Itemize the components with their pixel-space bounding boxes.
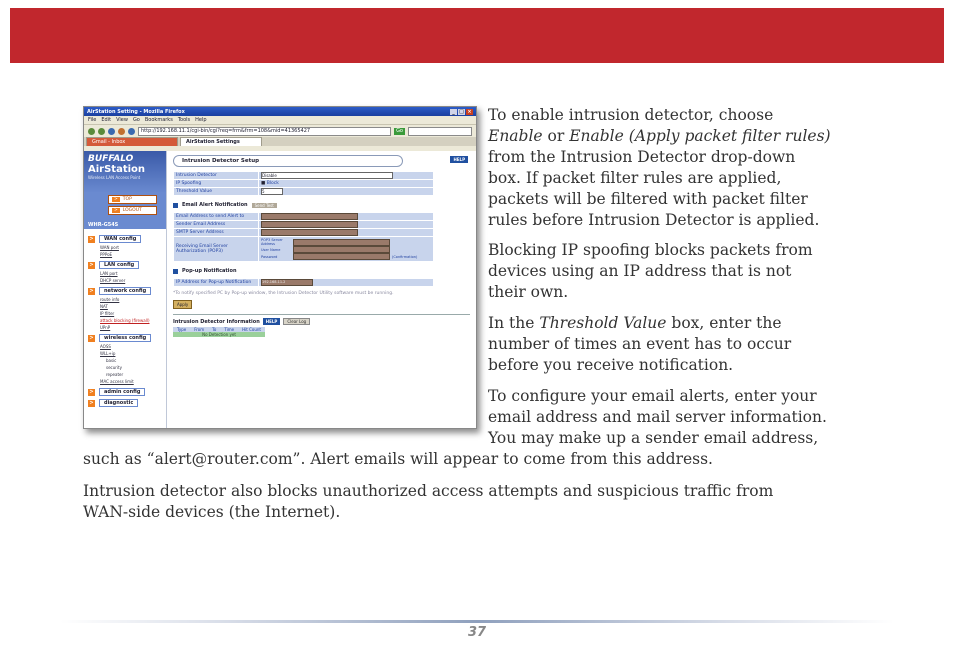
browser-viewport [84, 151, 476, 428]
text-line: Intrusion detector also blocks unauthorized access attempts and suspicious traffic from [83, 482, 774, 500]
address-bar[interactable]: http://192.168.11.1/cgi-bin/cgi?req=frm&frm=108&mid=41365427 [138, 127, 391, 136]
browser-menubar [84, 116, 476, 125]
menu-help[interactable]: Help [195, 117, 207, 123]
paragraph-threshold [488, 313, 791, 376]
text-line: You may make up a sender email address, [488, 429, 819, 447]
checkbox-icon[interactable] [173, 269, 178, 274]
form-label: IP Address for Pop-up Notification [174, 279, 259, 287]
form-label: Email Address to send Alert to [174, 213, 259, 221]
router-main [167, 151, 476, 428]
form-row [174, 180, 434, 188]
text-line: number of times an event has to occur [488, 335, 792, 353]
tab-airstation[interactable]: AirStation Settings [180, 137, 262, 146]
browser-title: AirStation Setting - Mozilla Firefox [87, 108, 185, 115]
nav-item[interactable]: UPnP [100, 325, 111, 330]
reload-icon[interactable] [108, 128, 115, 135]
browser-tabbar [84, 137, 476, 146]
popup-note: *To notify specified PC by Pop-up window, the Intrusion Detector Utility software must be running. [173, 291, 394, 296]
text-line: WAN-side devices (the Internet). [83, 503, 341, 521]
maximize-icon[interactable]: □ [459, 108, 464, 115]
page-number: 37 [467, 625, 487, 640]
header-bar [10, 8, 944, 63]
text-line: or [547, 127, 565, 145]
nav-item[interactable]: security [106, 365, 122, 370]
form-label: IP Spoofing [174, 180, 259, 188]
nav-item[interactable]: WLL+ip [100, 351, 116, 356]
menu-go[interactable]: Go [132, 117, 140, 123]
forward-icon[interactable] [98, 128, 105, 135]
checkbox-icon[interactable] [173, 203, 178, 208]
paragraph-ip-spoofing [488, 240, 813, 303]
text-line: Blocking IP spoofing blocks packets from [488, 241, 813, 259]
router-brand [84, 151, 166, 193]
browser-titlebar [84, 107, 476, 116]
search-input[interactable] [408, 127, 472, 136]
form-label: Receiving Email Server Authorization (POP3) [174, 237, 259, 262]
nav-wan-config[interactable]: > WAN config [88, 235, 162, 243]
intrusion-detector-select[interactable]: Disable [261, 172, 393, 179]
text-emphasis: Threshold Value [539, 314, 667, 332]
nav-item[interactable]: MAC access limit [100, 379, 134, 384]
model-name: WHR-G54S [84, 221, 166, 229]
nav-wireless-config[interactable]: > wireless config [88, 334, 162, 342]
paragraph-intrusion-detector [488, 105, 831, 231]
paragraph-email-alerts [488, 386, 827, 449]
help-button[interactable]: HELP [450, 156, 468, 163]
form-label: Intrusion Detector [174, 172, 259, 180]
nav-item[interactable]: route info [100, 297, 120, 302]
form-row [174, 172, 434, 180]
menu-view[interactable]: View [116, 117, 128, 123]
close-icon[interactable]: × [467, 108, 472, 115]
product-name: AirStation [88, 164, 146, 175]
paragraph-unauthorized-access [83, 481, 773, 523]
tab-gmail[interactable]: Gmail - Inbox [86, 137, 178, 146]
send-test-button[interactable]: Send Test [252, 203, 277, 208]
email-form [173, 212, 434, 262]
router-screenshot [83, 106, 477, 429]
browser-toolbar [84, 125, 476, 137]
apply-button[interactable]: Apply [173, 300, 192, 309]
minimize-icon[interactable]: _ [450, 109, 457, 115]
user-name-label: User Name [261, 247, 281, 252]
log-column-header: To [208, 327, 220, 332]
product-tagline: Wireless LAN Access Point [88, 175, 141, 180]
email-heading-label: Email Alert Notification [182, 202, 248, 208]
nav-item[interactable]: LAN port [100, 271, 118, 276]
text-line: rules before Intrusion Detector is applied. [488, 211, 820, 229]
log-column-header: From [190, 327, 208, 332]
nav-item[interactable]: NAT [100, 304, 108, 309]
nav-item[interactable]: WAN port [100, 245, 119, 250]
pop3-label: POP3 Server Address [261, 238, 283, 246]
logout-button[interactable]: > LOGOUT [108, 206, 157, 215]
home-icon[interactable] [128, 128, 135, 135]
log-empty: No Detection yet [173, 332, 265, 337]
text-line: from the Intrusion Detector drop-down [488, 148, 796, 166]
menu-file[interactable]: File [88, 117, 97, 123]
ip-spoofing-value: Block [266, 181, 279, 186]
go-button[interactable]: Go [396, 128, 403, 134]
sender-email-input[interactable] [261, 221, 358, 228]
text-line: their own. [488, 283, 569, 301]
ip-spoofing-checkbox[interactable]: ■ [261, 181, 267, 186]
user-name-input[interactable] [293, 246, 390, 253]
text-line: such as “alert@router.com”. Alert emails will appear to come from this address. [83, 450, 713, 468]
brand-logo: BUFFALO [88, 154, 134, 164]
menu-tools[interactable]: Tools [177, 117, 191, 123]
popup-form [173, 278, 434, 287]
detector-form [173, 171, 434, 196]
form-label: Threshold Value [174, 188, 259, 196]
log-column-header: Type [173, 327, 190, 332]
pop3-server-input[interactable] [293, 239, 390, 246]
top-button[interactable]: > TOP [108, 195, 157, 204]
log-column-header: Hit Count [238, 327, 265, 332]
smtp-server-input[interactable] [261, 229, 358, 236]
stop-icon[interactable] [118, 128, 125, 135]
back-icon[interactable] [88, 128, 95, 135]
page-title: Intrusion Detector Setup [173, 155, 403, 167]
nav-admin-config[interactable]: > admin config [88, 388, 162, 396]
log-table [173, 327, 265, 337]
nav-item[interactable]: repeater [106, 372, 124, 377]
text-line: In the [488, 314, 535, 332]
password-label: Password [261, 254, 278, 259]
text-line: devices using an IP address that is not [488, 262, 792, 280]
menu-bookmarks[interactable]: Bookmarks [144, 117, 173, 123]
footer-rule [60, 620, 894, 623]
top-buttons [84, 193, 166, 221]
text-emphasis: Enable [488, 127, 543, 145]
paragraph-email-example [83, 449, 713, 470]
password-input[interactable] [293, 253, 390, 260]
threshold-input[interactable]: 5 [261, 188, 283, 195]
log-row [173, 332, 265, 337]
nav-item[interactable]: basic [106, 358, 117, 363]
form-label: SMTP Server Address [174, 229, 259, 237]
text-line: To configure your email alerts, enter your [488, 387, 817, 405]
nav-item[interactable]: PPPoE [100, 252, 113, 257]
menu-edit[interactable]: Edit [101, 117, 112, 123]
text-line: box. If packet filter rules are applied, [488, 169, 782, 187]
clear-log-button[interactable]: Clear Log [283, 318, 310, 325]
nav-item[interactable]: IP filter [100, 311, 115, 316]
router-sidebar [84, 151, 167, 428]
form-row [174, 188, 434, 196]
email-heading [173, 202, 470, 208]
text-line: To enable intrusion detector, choose [488, 106, 774, 124]
nav-item-active[interactable]: attack blocking (firewall) [100, 318, 150, 323]
text-line: box, enter the [671, 314, 782, 332]
router-nav [84, 229, 166, 411]
nav-item[interactable]: AOSS [100, 344, 111, 349]
info-heading-label: Intrusion Detector Information [173, 318, 260, 325]
popup-heading-label: Pop-up Notification [182, 268, 237, 274]
confirmation-label: (Confirmation) [392, 254, 418, 259]
email-to-input[interactable] [261, 213, 358, 220]
text-line: before you receive notification. [488, 356, 734, 374]
divider [173, 314, 470, 315]
nav-lan-config[interactable]: > LAN config [88, 261, 162, 269]
log-column-header: Time [220, 327, 238, 332]
nav-diagnostic[interactable]: > diagnostic [88, 399, 162, 407]
help-button[interactable]: HELP [263, 318, 281, 325]
text-line: email address and mail server information. [488, 408, 827, 426]
nav-network-config[interactable]: > network config [88, 287, 162, 295]
text-line: packets will be filtered with packet filter [488, 190, 808, 208]
text-emphasis: Enable (Apply packet filter rules) [569, 127, 831, 145]
nav-item[interactable]: DHCP server [100, 278, 126, 283]
info-heading [173, 318, 470, 325]
popup-ip-input[interactable]: 192.168.11.2 [261, 279, 313, 286]
popup-heading [173, 268, 470, 274]
form-label: Sender Email Address [174, 221, 259, 229]
